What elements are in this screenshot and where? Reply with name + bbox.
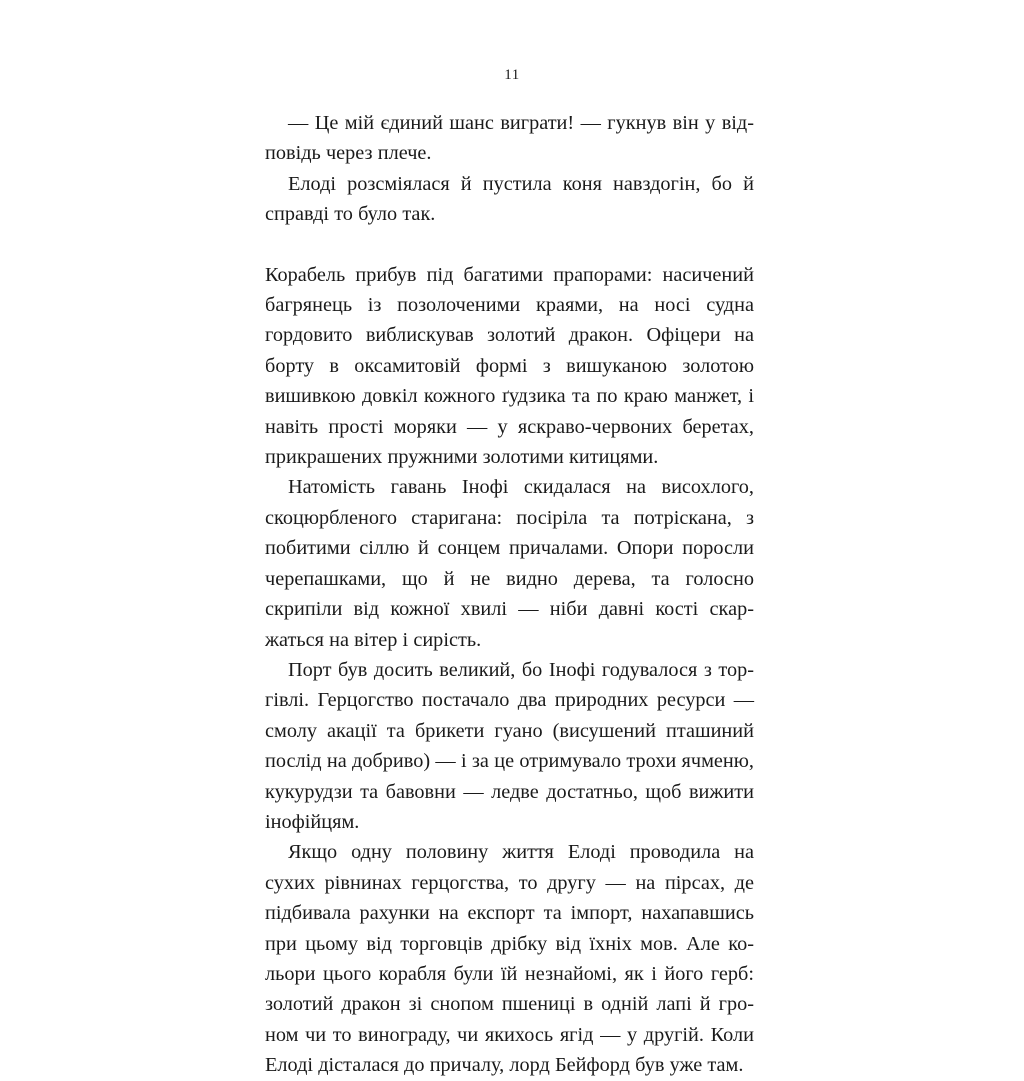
section-break <box>265 230 754 260</box>
paragraph: Елоді розсміялася й пустила коня навздогін, бо й справді то було так. <box>265 172 754 226</box>
paragraph: Якщо одну половину життя Елоді проводила на сухих рівнинах герцогства, то другу — на пірсах, де підбивала рахунки на експорт та імпорт, нахапавшись при цьому від торговців дрібку від їхніх мов. Але кольори цього корабля були їй незнайомі, як і його герб: золотий дракон зі снопом пшениці в одній лапі й гроном чи то винограду, чи якихось ягід — у другій. Коли Елоді дісталася до причалу, лорд Бейфорд був уже там. <box>265 841 754 1077</box>
text-block-1 <box>265 108 754 230</box>
paragraph: Корабель прибув під багатими прапорами: насичений багрянець із позолоченими краями, на носі судна гордовито виблискував золотий дракон. Офіцери на борту в оксамитовій формі з вишуканою золотою вишивкою довкіл кожного ґудзика та по краю манжет, і навіть прості моряки — у яскраво-червоних беретах, прикрашених пружними золотими китицями. <box>265 263 754 469</box>
paragraph: Натомість гавань Інофі скидалася на висохлого, скоцюрбленого старигана: посіріла та потріскана, з побитими сіллю й сонцем причалами. Опори поросли черепашками, що й не видно дерева, та голосно скрипіли від кожної хвилі — ніби давні кості скаржаться на вітер і сирість. <box>265 476 754 651</box>
paragraph: — Це мій єдиний шанс виграти! — гукнув він у відповідь через плече. <box>265 112 754 165</box>
body-text <box>265 108 754 1081</box>
paragraph: Порт був досить великий, бо Інофі годувалося з торгівлі. Герцогство постачало два природних ресурси — смолу акації та брикети гуано (висушений пташиний послід на добриво) — і за це отримувало трохи ячменю, кукурудзи та бавовни — ледве достатньо, щоб вижити інофійцям. <box>265 658 754 833</box>
text-block-2 <box>265 260 754 1081</box>
page-number: 11 <box>504 67 520 83</box>
